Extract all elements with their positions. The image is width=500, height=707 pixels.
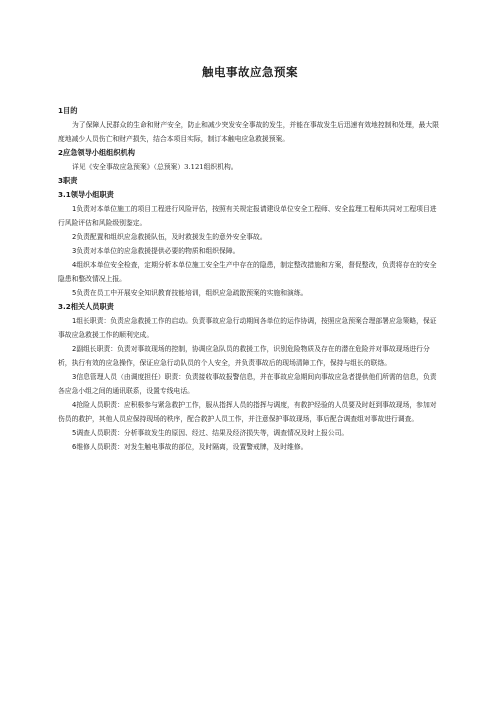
item-number: 5 (72, 429, 77, 437)
item-text: 抢险人员职责：应积极参与紧急救护工作，服从指挥人员的指挥与调度，有救护经验的人员要及时赶到事故现场，参加对伤员的救护，其他人员应保持现场的秩序，配合救护人员工作，并注意保护事故现场，事后配合调查组对事故进行调查。 (58, 401, 437, 423)
list-item (58, 398, 442, 426)
subsection-heading-leadership: 3.1领导小组职责 (58, 190, 114, 199)
item-text: 负责对本单位施工的项目工程进行风险评估，按照有关规定报请建设单位安全工程师、安全监理工程师共同对工程项目进行风险评估和风险级别鉴定。 (58, 205, 437, 227)
list-item (58, 244, 442, 258)
item-number: 2 (72, 345, 77, 353)
section-heading-duties: 3职责 (58, 176, 78, 185)
item-text: 组织本单位安全检查，定期分析本单位施工安全生产中存在的隐患，制定整改措施和方案，督促整改，负责将存在的安全隐患和整改情况上报。 (58, 261, 437, 283)
item-number: 3 (72, 247, 77, 255)
item-text: 组长职责：负责应急救援工作的启动。负责事故应急行动期间各单位的运作协调，按照应急预案合理部署应急策略，保证事故应急救援工作的顺利完成。 (58, 317, 437, 339)
item-number: 1 (72, 205, 77, 213)
document-title: 触电事故应急预案 (202, 65, 298, 79)
list-item (58, 286, 442, 300)
organization-paragraph: 详见《安全事故应急预案》（总预案）3.121组织机构。 (72, 163, 238, 171)
item-number: 2 (72, 233, 77, 241)
item-text: 信息管理人员（由调度担任）职责：负责接收事故报警信息，并在事故应急期间向事故应急者提供他们所需的信息，负责各应急小组之间的通讯联系，设置专线电话。 (58, 373, 437, 395)
list-item (58, 314, 442, 342)
section-heading-organization: 2应急领导小组组织机构 (58, 148, 135, 157)
list-item (58, 370, 442, 398)
item-text: 负责在员工中开展安全知识教育技能培训，组织应急疏散预案的实施和演练。 (76, 289, 308, 297)
list-item (58, 426, 442, 440)
item-number: 6 (72, 443, 77, 451)
list-item (58, 258, 442, 286)
item-number: 1 (72, 317, 77, 325)
item-text: 副组长职责：负责对事故现场的控制，协调应急队员的救援工作，识别危险物质及存在的潜在危险并对事故现场进行分析，执行有效的应急操作，保证应急行动队员的个人安全，并负责事故后的现场清障工作，保持与组长的联络。 (58, 345, 430, 367)
subsection-heading-personnel: 3.2相关人员职责 (58, 302, 114, 311)
item-text: 负责对本单位的应急救援提供必要的物质和组织保障。 (76, 247, 240, 255)
list-item (58, 342, 442, 370)
item-number: 4 (72, 261, 77, 269)
item-text: 维修人员职责：对发生触电事故的部位，及时隔离，设置警戒牌，及时维修。 (76, 443, 308, 451)
item-text: 调查人员职责：分析事故发生的原因、经过、结果及经济损失等，调查情况及时上报公司。 (76, 429, 349, 437)
item-text: 负责配置和组织应急救援队伍，及时救援发生的意外安全事故。 (76, 233, 267, 241)
list-item (58, 202, 442, 230)
list-item (58, 440, 442, 454)
list-item (58, 230, 442, 244)
item-number: 3 (72, 373, 77, 381)
purpose-paragraph: 为了保障人民群众的生命和财产安全，防止和减少突发安全事故的发生，并能在事故发生后迅速有效地控制和处理，最大限度地减少人员伤亡和财产损失，结合本项目实际，制订本触电应急救援预案。 (58, 121, 440, 143)
section-heading-purpose: 1目的 (58, 106, 78, 115)
item-number: 5 (72, 289, 77, 297)
item-number: 4 (72, 401, 77, 409)
